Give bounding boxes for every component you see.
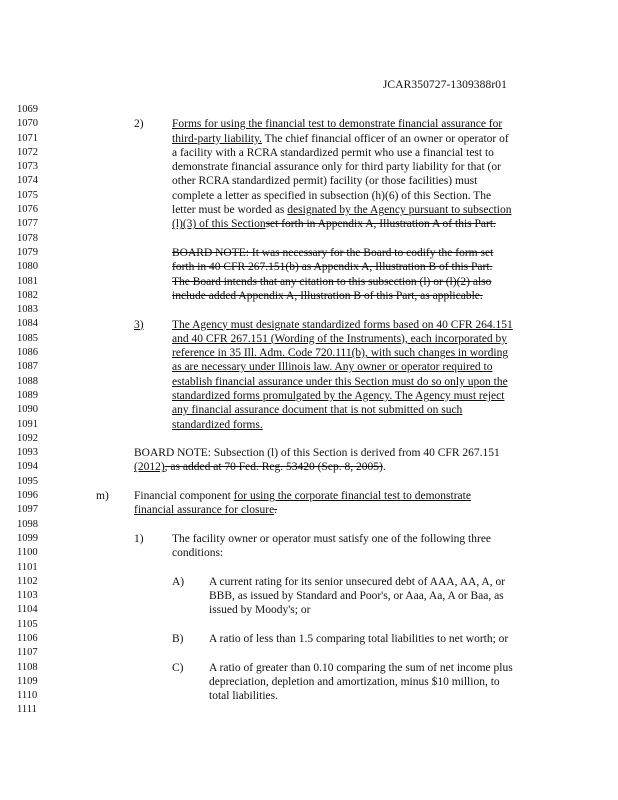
item-B-paragraph [209, 632, 508, 646]
line-number: 1094 [17, 461, 38, 473]
line-number: 1096 [17, 490, 38, 502]
line-number: 1107 [17, 647, 38, 659]
line-number: 1097 [17, 504, 38, 516]
line-number: 1092 [17, 432, 38, 444]
item-3-line-7: any financial assurance document that is not submitted on such [172, 404, 463, 417]
item-m-line-2 [134, 503, 471, 517]
item-m-line-1 [134, 489, 471, 503]
item-m1-paragraph [172, 532, 491, 561]
item-2-line-5: other RCRA standardized permit) facility (or those facilities) must [172, 175, 478, 188]
line-number: 1108 [17, 661, 38, 673]
item-m-heading [134, 489, 471, 518]
board-note-inserted: (2012) [134, 461, 165, 474]
item-3-line-1: The Agency must designate standardized forms based on 40 CFR 264.151 [172, 318, 513, 331]
line-number: 1078 [17, 232, 38, 244]
line-number: 1090 [17, 404, 38, 416]
item-3-line-4: as are necessary under Illinois law. Any owner or operator required to [172, 361, 493, 374]
item-A-line-2: BBB, as issued by Standard and Poor's, or Aaa, Aa, A or Baa, as [209, 590, 504, 603]
line-number: 1093 [17, 447, 38, 459]
line-number: 1100 [17, 547, 38, 559]
item-m-line-1-plain: Financial component [134, 490, 234, 503]
line-number: 1091 [17, 418, 38, 430]
item-m1-label: 1) [134, 533, 144, 545]
line-number: 1079 [17, 246, 38, 258]
item-2-line-8-inserted: (l)(3) of this Section [172, 218, 266, 231]
board-note-line-2 [134, 460, 500, 474]
item-A-line-1: A current rating for its senior unsecured debt of AAA, AA, A, or [209, 575, 506, 588]
line-number: 1101 [17, 561, 38, 573]
item-2-paragraph [172, 117, 512, 231]
line-number: 1075 [17, 189, 38, 201]
board-note-line-1: BOARD NOTE: Subsection (l) of this Section is derived from 40 CFR 267.151 [134, 447, 500, 460]
item-C-line-1: A ratio of greater than 0.10 comparing the sum of net income plus [209, 661, 513, 674]
line-number: 1083 [17, 304, 38, 316]
item-2-line-3: a facility with a RCRA standardized permit who use a financial test to [172, 146, 494, 159]
line-number: 1087 [17, 361, 38, 373]
item-2-line-6: complete a letter as specified in subsection (h)(6) of this Section. The [172, 189, 492, 202]
line-number: 1105 [17, 618, 38, 630]
line-number: 1088 [17, 375, 38, 387]
item-3-line-5: establish financial assurance under this Section must do so only upon the [172, 375, 508, 388]
deleted-board-note-line-2: forth in 40 CFR 267.151(b) as Appendix A, Illustration B of this Part. [172, 261, 493, 274]
item-2-line-1: Forms for using the financial test to demonstrate financial assurance for [172, 118, 503, 131]
item-A-paragraph [209, 575, 505, 618]
item-m-line-2-deleted: . [274, 504, 278, 517]
item-C-line-3: total liabilities. [209, 690, 278, 703]
item-3-label: 3) [134, 318, 144, 331]
board-note-period: . [382, 461, 386, 474]
item-2-line-7-plain: letter must be worded as [172, 204, 288, 217]
line-number: 1070 [17, 118, 38, 130]
deleted-board-note-line-3: The Board intends that any citation to this subsection (l) or (l)(2) also [172, 275, 492, 288]
line-number: 1099 [17, 532, 38, 544]
line-number: 1111 [17, 704, 37, 716]
item-C-label: C) [172, 661, 184, 674]
item-3-line-2: and 40 CFR 267.151 (Wording of the Instruments), each incorporated by [172, 332, 508, 345]
line-number: 1103 [17, 590, 38, 602]
line-number: 1095 [17, 475, 38, 487]
item-2-line-7-inserted: designated by the Agency pursuant to subsection [287, 204, 512, 217]
line-number: 1109 [17, 675, 38, 687]
line-number: 1082 [17, 289, 38, 301]
item-2-line-8-deleted: set forth in Appendix A, Illustration A of this Part. [265, 218, 496, 231]
line-number: 1089 [17, 389, 38, 401]
item-2-label: 2) [134, 118, 144, 131]
item-3-line-6: standardized forms promulgated by the Agency. The Agency must reject [172, 389, 505, 402]
line-number: 1077 [17, 218, 38, 230]
item-A-label: A) [172, 575, 185, 588]
line-number: 1069 [17, 104, 38, 115]
item-2-line-2 [172, 132, 512, 146]
item-m1-line-1: The facility owner or operator must satisfy one of the following three [172, 533, 492, 545]
item-C-line-2: depreciation, depletion and amortization, minus $10 million, to [209, 675, 500, 688]
line-number: 1098 [17, 518, 38, 530]
item-2-text: The chief financial officer of an owner or operator of [261, 132, 509, 145]
item-m1-line-2: conditions: [172, 547, 224, 560]
line-number: 1076 [17, 204, 38, 216]
item-m-line-1-inserted: for using the corporate financial test to demonstrate [233, 490, 471, 503]
line-number: 1081 [17, 275, 38, 287]
item-3-line-8: standardized forms. [172, 418, 263, 431]
line-number: 1086 [17, 347, 38, 359]
line-number-column [17, 103, 57, 718]
item-3-paragraph [172, 318, 513, 432]
deleted-board-note [172, 246, 493, 303]
deleted-board-note-line-1: BOARD NOTE: It was necessary for the Board to codify the form set [172, 247, 494, 259]
line-number: 1104 [17, 604, 38, 616]
item-2-line-7 [172, 203, 512, 217]
item-B-label: B) [172, 633, 184, 646]
item-2-heading-underlined: third-party liability. [172, 132, 262, 145]
line-number: 1084 [17, 318, 38, 330]
item-B-line-1: A ratio of less than 1.5 comparing total liabilities to net worth; or [209, 633, 509, 646]
item-C-paragraph [209, 661, 513, 704]
line-number: 1074 [17, 175, 38, 187]
item-A-line-3: issued by Moody's; or [209, 604, 311, 617]
item-m-label: m) [96, 490, 109, 503]
line-number: 1106 [17, 632, 38, 644]
board-note-deleted: , as added at 70 Fed. Reg. 53420 (Sep. 8, 2005) [164, 461, 383, 474]
line-number: 1071 [17, 132, 38, 144]
deleted-board-note-line-4: include added Appendix A, Illustration B of this Part, as applicable. [172, 289, 483, 302]
item-2-line-4: demonstrate financial assurance only for third party liability for that (or [172, 161, 501, 174]
item-2-line-8 [172, 217, 512, 231]
item-m-line-2-inserted: financial assurance for closure [134, 504, 275, 517]
line-number: 1085 [17, 332, 38, 344]
document-id-header: JCAR350727-1309388r01 [382, 79, 507, 91]
line-number: 1080 [17, 261, 38, 273]
item-3-line-3: reference in 35 Ill. Adm. Code 720.111(b), with such changes in wording [172, 347, 509, 360]
line-number: 1072 [17, 146, 38, 158]
line-number: 1102 [17, 575, 38, 587]
board-note [134, 446, 500, 475]
line-number: 1073 [17, 161, 38, 173]
line-number: 1110 [17, 690, 38, 702]
